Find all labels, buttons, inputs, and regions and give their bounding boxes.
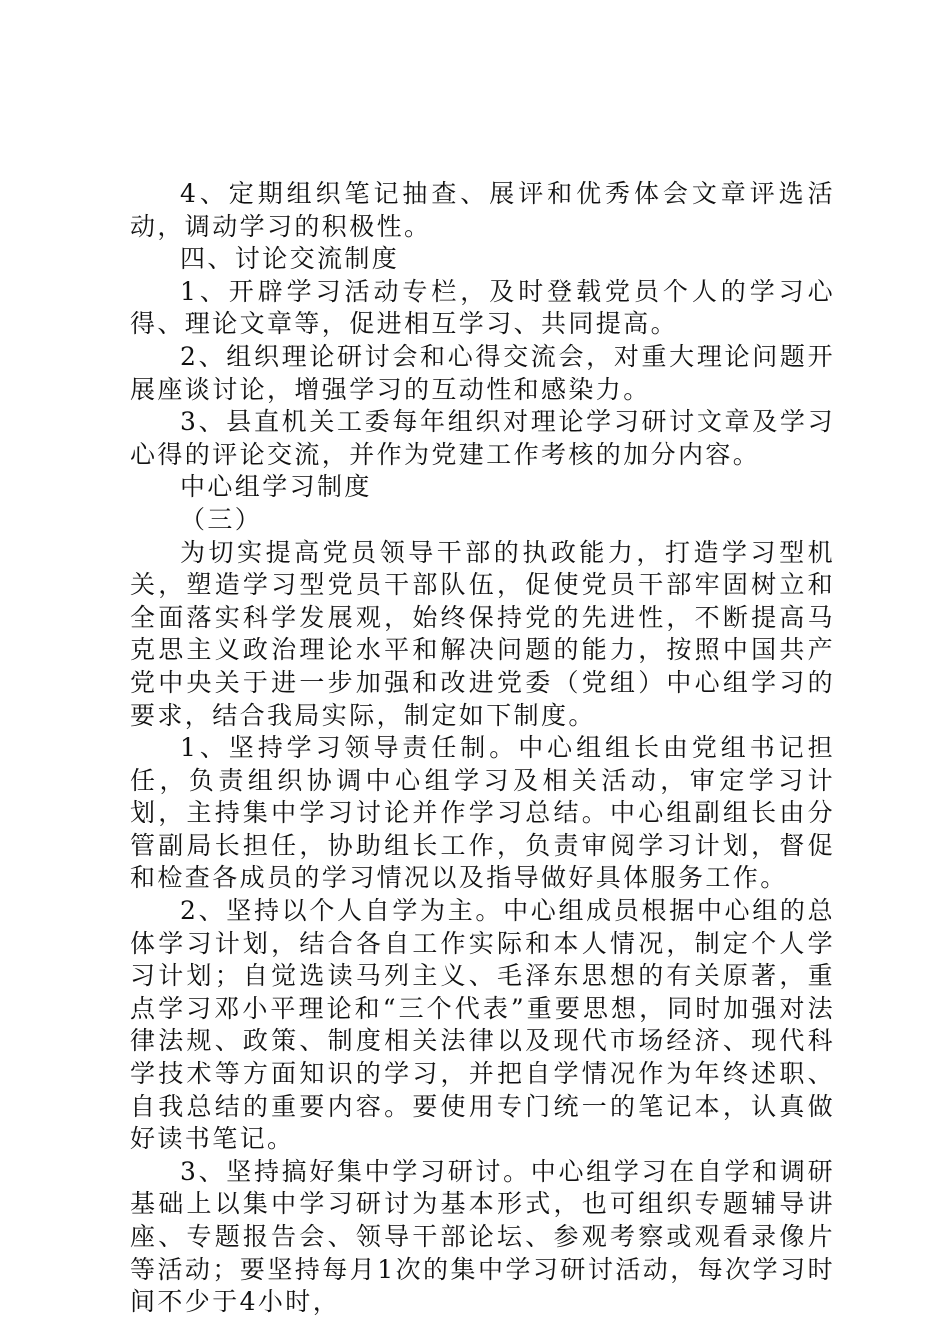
paragraph-item-3-group-study: 3、坚持搞好集中学习研讨。中心组学习在自学和调研基础上以集中学习研讨为基本形式，也可组织专题辅导讲座、专题报告会、领导干部论坛、参观考察或观看录像片等活动；要坚持每月1次的集中学习研讨活动，每次学习时间不少于4小时，: [130, 1156, 835, 1317]
paragraph-item-4-notes: 4、定期组织笔记抽查、展评和优秀体会文章评选活动，调动学习的积极性。: [130, 179, 835, 241]
section-heading-discussion: 四、讨论交流制度: [180, 244, 400, 274]
paragraph-item-1-responsibility: 1、坚持学习领导责任制。中心组组长由党组书记担任，负责组织协调中心组学习及相关活动，审定学习计划，主持集中学习讨论并作学习总结。中心组副组长由分管副局长担任，协助组长工作，负责审阅学习计划，督促和检查各成员的学习情况以及指导做好具体服务工作。: [130, 733, 835, 893]
section-heading-center-group: 中心组学习制度: [180, 472, 372, 502]
paragraph-item-1-column: 1、开辟学习活动专栏，及时登载党员个人的学习心得、理论文章等，促进相互学习、共同提高。: [130, 276, 835, 339]
section-number: （三）: [180, 504, 263, 534]
paragraph-item-3-evaluation: 3、县直机关工委每年组织对理论学习研讨文章及学习心得的评论交流，并作为党建工作考核的加分内容。: [130, 407, 835, 469]
document-body: [130, 178, 835, 1319]
paragraph-item-2-self-study: 2、坚持以个人自学为主。中心组成员根据中心组的总体学习计划，结合各自工作实际和本人情况，制定个人学习计划；自觉选读马列主义、毛泽东思想的有关原著，重点学习邓小平理论和“三个代表”重要思想，同时加强对法律法规、政策、制度相关法律以及现代市场经济、现代科学技术等方面知识的学习，并把自学情况作为年终述职、自我总结的重要内容。要使用专门统一的笔记本，认真做好读书笔记。: [130, 896, 835, 1154]
paragraph-intro: 为切实提高党员领导干部的执政能力，打造学习型机关，塑造学习型党员干部队伍，促使党员干部牢固树立和全面落实科学发展观，始终保持党的先进性，不断提高马克思主义政治理论水平和解决问题的能力，按照中国共产党中央关于进一步加强和改进党委（党组）中心组学习的要求，结合我局实际，制定如下制度。: [130, 537, 835, 730]
paragraph-item-2-seminar: 2、组织理论研讨会和心得交流会，对重大理论问题开展座谈讨论，增强学习的互动性和感染力。: [130, 341, 835, 404]
